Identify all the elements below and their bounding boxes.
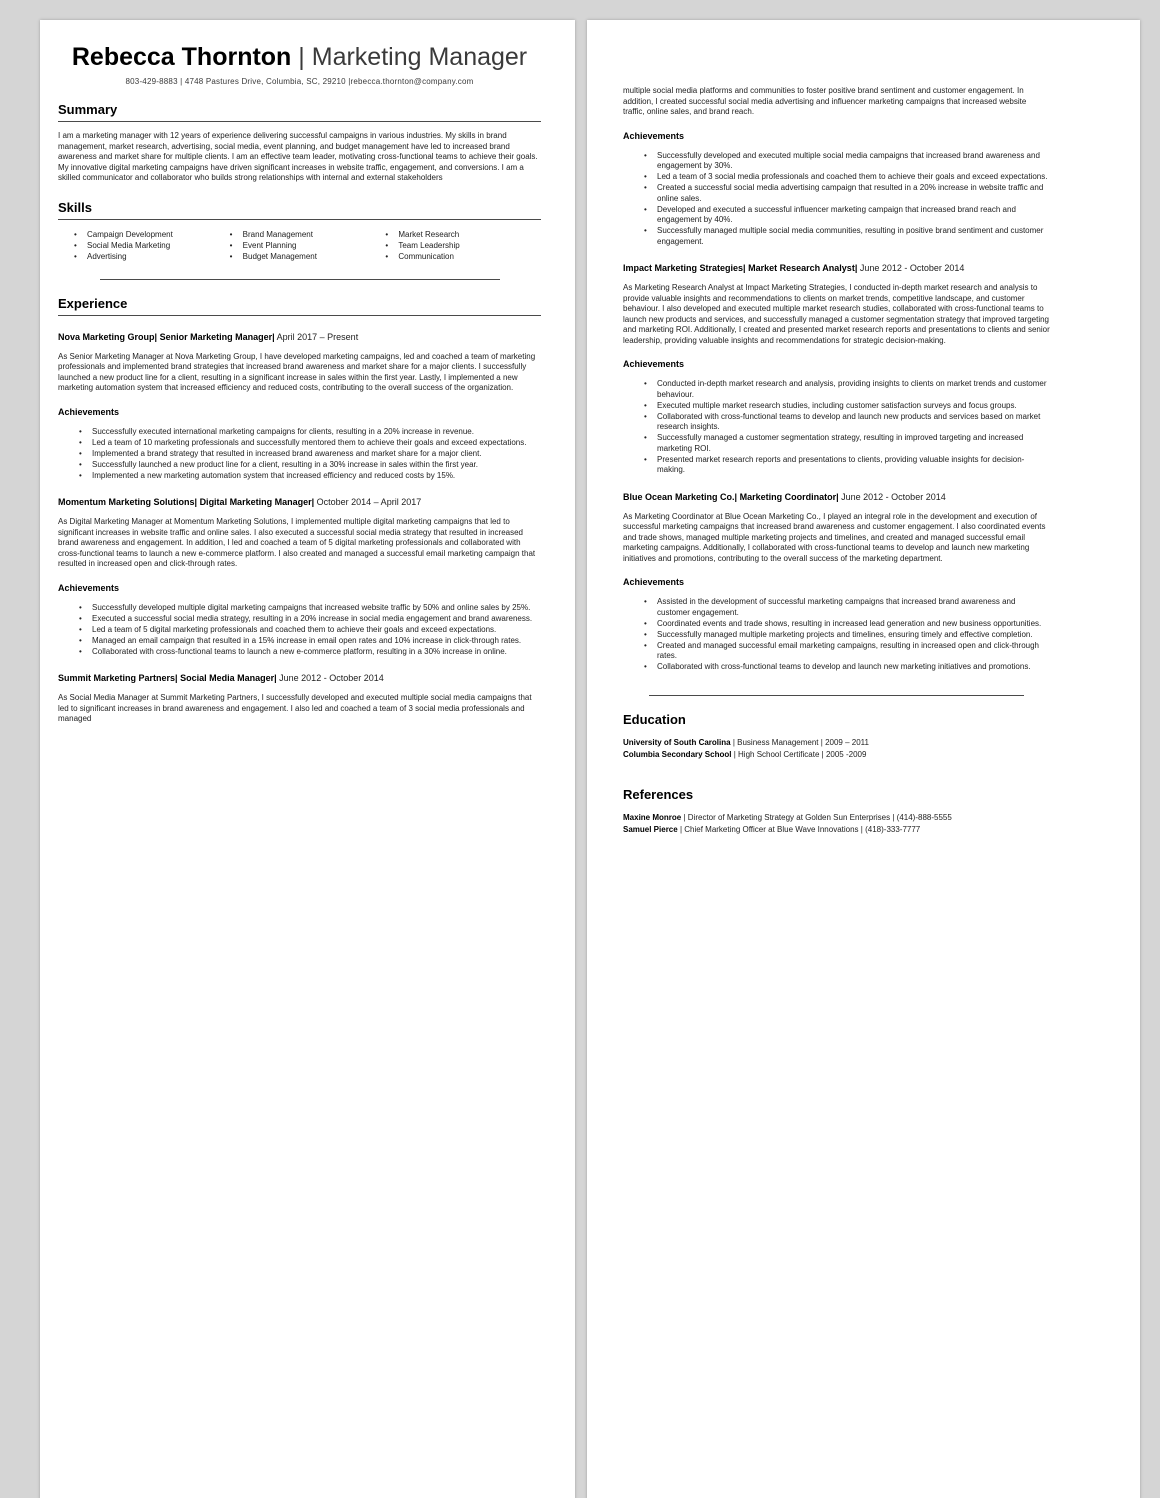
reference-name: Maxine Monroe (623, 812, 682, 822)
skill-item: • Advertising (74, 252, 230, 263)
skill-item: • Communication (385, 252, 541, 263)
job-header (58, 496, 541, 508)
separator: | (175, 673, 178, 683)
job-dates: June 2012 - October 2014 (279, 673, 384, 683)
separator: | (860, 824, 863, 834)
job-header (58, 672, 541, 684)
resume-page-2 (587, 20, 1140, 1498)
achievement-item: • Assisted in the development of successful marketing campaigns that increased brand awareness and customer engagement. (644, 597, 1050, 618)
resume-page-1 (40, 20, 575, 1498)
job-role: Senior Marketing Manager (159, 331, 273, 342)
education-section (623, 712, 1050, 761)
skills-column-1 (74, 230, 230, 263)
skills-heading: Skills (58, 199, 92, 215)
separator: | (311, 497, 315, 507)
section-divider (58, 315, 541, 316)
company-name: Blue Ocean Marketing Co. (623, 491, 735, 502)
job-dates: April 2017 – Present (276, 331, 359, 342)
separator: | (679, 824, 683, 834)
reference-name: Samuel Pierce (623, 824, 678, 834)
summary-heading: Summary (58, 102, 118, 117)
job-entry (58, 496, 541, 657)
school-name: University of South Carolina (623, 737, 731, 747)
skills-column-2 (230, 230, 386, 263)
education-dates: 2009 – 2011 (825, 737, 869, 747)
separator: | (194, 497, 198, 507)
reference-entry (623, 824, 1050, 836)
separator: | (821, 749, 824, 759)
achievement-item: • Successfully developed and executed multiple social media campaigns that increased brand awareness and engagement by 30%. (644, 151, 1050, 172)
separator: | (154, 331, 158, 342)
job-entry (58, 672, 541, 725)
job-description-continued: multiple social media platforms and communities to foster positive brand sentiment and customer engagement. In addition, I created successful social media advertising and influencer marketing campaigns that increased website traffic, online sales, and brand reach. (623, 86, 1027, 116)
resume-header (58, 42, 541, 86)
summary-text: I am a marketing manager with 12 years of experience delivering successful campaigns in various industries. My skills in brand management, market research, advertising, social media, event planning, and budget management have led to increased brand awareness and market share for multiple clients. I am an effective team leader, motivating cross-functional teams to achieve their goals. My innovative digital marketing campaigns have driven significant increases in website traffic, engagement, and conversions. I am a skilled communicator and collaborator who builds strong relationships with internal and external stakeholders (58, 131, 538, 182)
job-entry (623, 491, 1050, 673)
job-entry (58, 331, 541, 482)
achievement-item: • Successfully managed multiple marketing projects and timelines, ensuring timely and effective completion. (644, 630, 1050, 641)
skill-item: • Social Media Marketing (74, 241, 230, 252)
contact-line: 803-429-8883 | 4748 Pastures Drive, Columbia, SC, 29210 |rebecca.thornton@company.com (125, 77, 474, 86)
separator: | (820, 737, 823, 747)
reference-title: Chief Marketing Officer at Blue Wave Innovations (684, 824, 859, 834)
name-line (58, 42, 541, 72)
achievements-heading: Achievements (58, 582, 120, 593)
achievement-item: • Created and managed successful email marketing campaigns, resulting in increased open and click-through rates. (644, 641, 1050, 662)
job-role: Market Research Analyst (748, 263, 855, 273)
achievement-item: • Developed and executed a successful influencer marketing campaign that increased brand reach and engagement by 40%. (644, 205, 1050, 226)
achievements-list (58, 603, 541, 658)
experience-heading: Experience (58, 295, 128, 311)
separator: | (683, 812, 686, 822)
separator: | (274, 673, 277, 683)
references-heading: References (623, 786, 694, 802)
reference-entry (623, 812, 1050, 824)
job-header (58, 331, 541, 343)
job-dates: June 2012 - October 2014 (841, 491, 946, 502)
achievement-item: • Managed an email campaign that resulted in a 15% increase in email open rates and 10% increase in click-through rates. (79, 636, 541, 647)
section-divider (58, 121, 541, 122)
job-description: As Marketing Coordinator at Blue Ocean Marketing Co., I played an integral role in the development and execution of successful marketing campaigns that increased brand awareness and customer engagement. I also coordinated events and trade shows, managed multiple marketing projects and timelines, and created and managed successful email marketing campaigns. Additionally, I collaborated with cross-functional teams to develop and launch new marketing initiatives and promotions, contributing to the overall success of the marketing department. (623, 511, 1046, 563)
summary-section (58, 102, 541, 184)
job-description: As Digital Marketing Manager at Momentum Marketing Solutions, I implemented multiple digital marketing campaigns that led to significant increases in website traffic and online sales. I also executed a successful social media strategy that resulted in increased brand awareness and engagement. In addition, I led and coached a team of 5 digital marketing professionals and collaborated with cross-functional teams to launch a new e-commerce platform. I also created and managed a successful email marketing campaign that resulted in increased open and click-through rates. (58, 517, 536, 568)
job-role: Social Media Manager (180, 673, 275, 683)
achievements-list (623, 597, 1050, 673)
job-description: As Marketing Research Analyst at Impact Marketing Strategies, I conducted in-depth market research and analysis to provide valuable insights and recommendations to clients on market trends, competitive landscape, and customer behaviour. I also developed and executed multiple market research studies, collaborated with cross-functional teams to launch new products and services, and successfully managed a customer segmentation strategy that improved targeting and marketing ROI. Additionally, I created and presented market research reports and presentations to clients and senior leadership, providing valuable insights and recommendations for strategic decision-making. (623, 283, 1050, 345)
achievement-item: • Created a successful social media advertising campaign that resulted in a 20% increase in website traffic and online sales. (644, 183, 1050, 204)
achievement-item: • Led a team of 3 social media professionals and coached them to achieve their goals and exceed expectations. (644, 172, 1050, 183)
achievement-item: • Presented market research reports and presentations to clients, providing valuable insights for decision-making. (644, 455, 1050, 476)
reference-entries (623, 812, 1050, 836)
skills-section (58, 200, 541, 280)
education-dates: 2005 -2009 (825, 749, 867, 759)
separator: | (854, 263, 858, 273)
job-description: As Senior Marketing Manager at Nova Marketing Group, I have developed marketing campaigns, led and coached a team of marketing professionals and implemented brand strategies that increased brand awareness and market share for a major clients. I successfully launched a new product line for a client, resulting in a significant increase in sales within the first year. Lastly, I implemented a new marketing automation system that increased efficiency and reduced costs, contributing to the overall success of the organization. (58, 351, 536, 392)
reference-phone: (414)-888-5555 (896, 812, 952, 822)
achievement-item: • Implemented a new marketing automation system that increased efficiency and reduced costs by 15%. (79, 471, 541, 482)
section-end-divider (100, 279, 500, 280)
skill-item: • Market Research (385, 230, 541, 241)
achievement-item: • Collaborated with cross-functional teams to launch a new e-commerce platform, resulting in a 30% increase in online. (79, 647, 541, 658)
job-description-start: As Social Media Manager at Summit Marketing Partners, I successfully developed and executed multiple social media campaigns that led to significant increases in brand awareness and engagement. I also led and coached a team of 3 social media professionals and managed (58, 693, 532, 723)
achievement-item: • Successfully developed multiple digital marketing campaigns that increased website traffic by 50% and online sales by 25%. (79, 603, 541, 614)
experience-section (58, 296, 541, 725)
section-end-divider (649, 695, 1024, 696)
skill-item: • Event Planning (230, 241, 386, 252)
achievement-item: • Coordinated events and trade shows, resulting in increased lead generation and new business opportunities. (644, 619, 1050, 630)
education-entry (623, 749, 1050, 761)
achievements-list (623, 151, 1050, 248)
skill-item: • Team Leadership (385, 241, 541, 252)
achievements-heading: Achievements (623, 359, 685, 369)
references-section (623, 787, 1050, 836)
job-dates: October 2014 – April 2017 (316, 497, 422, 507)
achievement-item: • Successfully launched a new product line for a client, resulting in a 30% increase in sales within the first year. (79, 460, 541, 471)
achievement-item: • Conducted in-depth market research and analysis, providing insights to clients on market trends and customer behaviour. (644, 379, 1050, 400)
job-role: Marketing Coordinator (739, 491, 837, 502)
section-divider (58, 219, 541, 220)
separator: | (743, 263, 746, 273)
achievement-item: • Collaborated with cross-functional teams to develop and launch new marketing initiatives and promotions. (644, 662, 1050, 673)
skill-item: • Brand Management (230, 230, 386, 241)
candidate-job-title: Marketing Manager (311, 43, 528, 71)
separator: | (836, 491, 839, 502)
reference-title: Director of Marketing Strategy at Golden Sun Enterprises (687, 812, 891, 822)
separator: | (272, 331, 275, 342)
job-dates: June 2012 - October 2014 (859, 263, 965, 273)
achievement-item: • Successfully managed a customer segmentation strategy, resulting in improved targeting and increased marketing ROI. (644, 433, 1050, 454)
skills-column-3 (385, 230, 541, 263)
job-header (623, 262, 1050, 274)
school-name: Columbia Secondary School (623, 749, 732, 759)
skills-list (385, 230, 541, 263)
job-entry (623, 262, 1050, 476)
program-name: Business Management (737, 737, 819, 747)
skills-list (74, 230, 230, 263)
skills-columns (58, 230, 541, 263)
job-header (623, 491, 1050, 503)
separator: | (892, 812, 895, 822)
company-name: Nova Marketing Group (58, 331, 155, 342)
header-separator: | (298, 43, 305, 71)
achievement-item: • Successfully managed multiple social media communities, resulting in positive brand sentiment and customer engagement. (644, 226, 1050, 247)
separator: | (733, 749, 736, 759)
separator: | (732, 737, 735, 747)
achievement-item: • Collaborated with cross-functional teams to develop and launch new products and services based on market research insights. (644, 412, 1050, 433)
program-name: High School Certificate (738, 749, 820, 759)
skill-item: • Budget Management (230, 252, 386, 263)
job-role: Digital Marketing Manager (199, 497, 312, 507)
separator: | (734, 491, 738, 502)
achievements-heading: Achievements (623, 130, 685, 141)
company-name: Momentum Marketing Solutions (58, 497, 195, 507)
achievements-heading: Achievements (623, 577, 685, 587)
skill-item: • Campaign Development (74, 230, 230, 241)
achievement-item: • Executed multiple market research studies, including customer satisfaction surveys and focus groups. (644, 401, 1050, 412)
achievement-item: • Executed a successful social media strategy, resulting in a 20% increase in social media engagement and brand awareness. (79, 614, 541, 625)
candidate-name: Rebecca Thornton (71, 43, 292, 71)
education-entry (623, 737, 1050, 749)
achievements-list (58, 427, 541, 482)
achievement-item: • Led a team of 10 marketing professionals and successfully mentored them to achieve their goals and exceed expectations. (79, 438, 541, 449)
company-name: Impact Marketing Strategies (623, 263, 744, 273)
education-heading: Education (623, 711, 686, 727)
skills-list (230, 230, 386, 263)
achievements-list (623, 379, 1050, 476)
company-name: Summit Marketing Partners (58, 673, 176, 683)
achievements-heading: Achievements (58, 406, 120, 417)
achievement-item: • Implemented a brand strategy that resulted in increased brand awareness and market share for a major client. (79, 449, 541, 460)
achievement-item: • Led a team of 5 digital marketing professionals and coached them to achieve their goals and exceed expectations. (79, 625, 541, 636)
reference-phone: (418)-333-7777 (865, 824, 921, 834)
achievement-item: • Successfully executed international marketing campaigns for clients, resulting in a 20% increase in revenue. (79, 427, 541, 438)
